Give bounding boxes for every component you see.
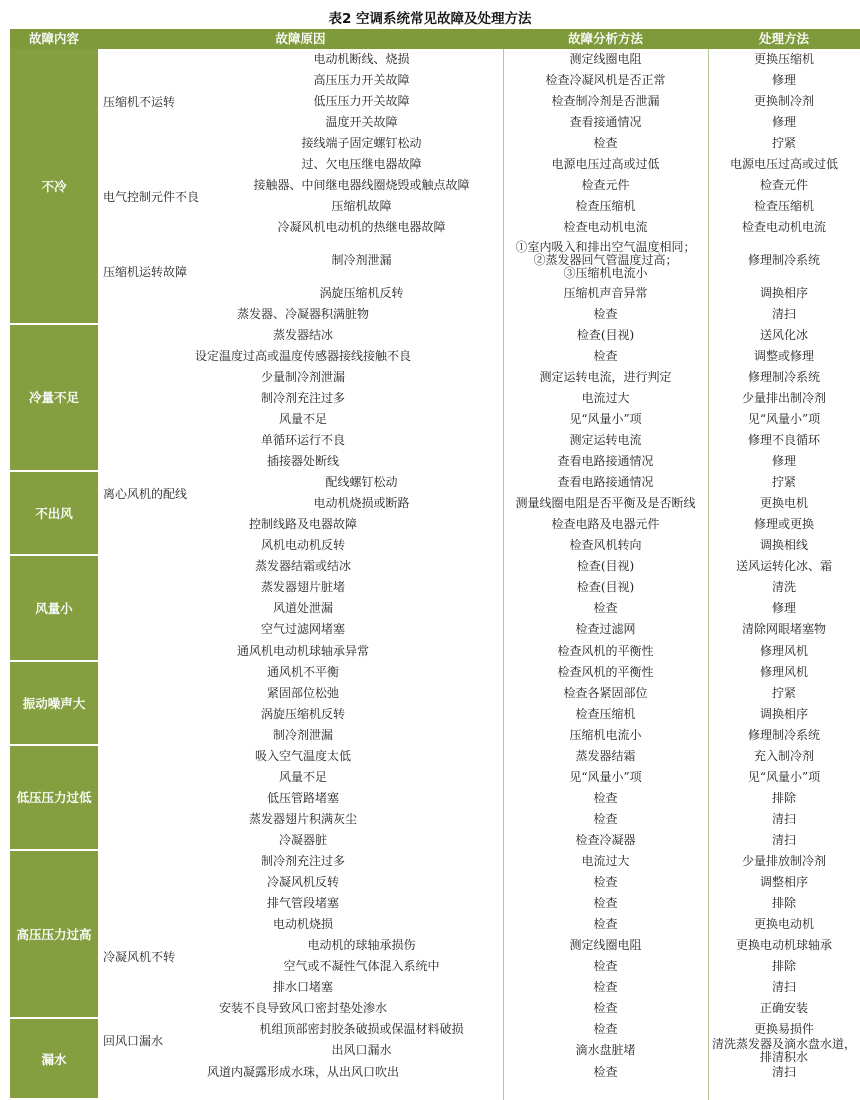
treatment-method-cell: 调整或修理	[753, 348, 814, 363]
analysis-method-cell: 测定运转电流，进行判定	[539, 369, 672, 384]
analysis-method-cell: 检查风机的平衡性	[557, 664, 654, 679]
analysis-method-cell: 检查元件	[581, 178, 630, 193]
fault-cause-cell: 冷凝器脏	[278, 832, 327, 847]
analysis-method-cell: 检查风机转向	[569, 538, 642, 553]
treatment-method-cell: 检查压缩机	[753, 199, 814, 214]
fault-cause-cell: 涡旋压缩机反转	[319, 285, 404, 300]
fault-cause-cell: 少量制冷剂泄漏	[260, 369, 345, 384]
fault-cause-cell: 涡旋压缩机反转	[260, 706, 345, 721]
analysis-method-cell: 检查	[593, 980, 618, 995]
fault-cause-cell: 电动机断线、烧损	[313, 52, 410, 67]
fault-cause-cell: 风量不足	[278, 769, 327, 784]
fault-cause-cell: 蒸发器结霜或结冰	[254, 559, 351, 574]
treatment-method-cell: 清扫	[771, 811, 796, 826]
fault-cause-cell: 高压压力开关故障	[313, 73, 410, 88]
treatment-method-cell: 更换制冷剂	[753, 94, 814, 109]
treatment-method-cell: 少量排出制冷剂	[741, 390, 826, 405]
analysis-method-cell: 检查	[593, 896, 618, 911]
fault-cause-cell: 吸入空气温度太低	[254, 748, 351, 763]
fault-cause-cell: 冷凝风机电动机的热继电器故障	[277, 220, 446, 235]
analysis-method-cell: 见“风量小”项	[569, 411, 642, 426]
treatment-method-cell: 清扫	[771, 832, 796, 847]
treatment-method-cell: 见“风量小”项	[747, 411, 821, 426]
analysis-method-cell: 测定线圈电阻	[569, 938, 642, 953]
analysis-method-cell: 检查	[593, 959, 618, 974]
analysis-method-cell: 查看电路接通情况	[557, 454, 654, 469]
analysis-method-cell: 检查制冷剂是否泄漏	[551, 94, 660, 109]
fault-cause-cell: 通风机不平衡	[266, 664, 339, 679]
fault-cause-cell: 制冷剂充注过多	[260, 390, 345, 405]
analysis-method-cell: 压缩机声音异常	[563, 285, 648, 300]
fault-cause-cell: 电动机烧损	[272, 917, 333, 932]
fault-cause-cell: 空气过滤网堵塞	[260, 622, 345, 637]
analysis-method-cell: 检查电动机电流	[563, 220, 648, 235]
analysis-method-cell: 检查	[593, 790, 618, 805]
analysis-method-cell: 检查风机的平衡性	[557, 643, 654, 658]
fault-cause-cell: 紧固部位松弛	[266, 685, 339, 700]
analysis-method-cell: 检查	[593, 811, 618, 826]
treatment-method-cell: 调整相序	[759, 875, 808, 890]
treatment-method-cell: 充入制冷剂	[753, 748, 814, 763]
analysis-method-cell: 检查	[593, 601, 618, 616]
treatment-method-cell: 调换相线	[759, 538, 808, 553]
fault-cause-cell: 单循环运行不良	[260, 433, 345, 448]
analysis-method-cell: 检查(目视)	[576, 580, 635, 595]
analysis-method-cell: 电流过大	[581, 854, 630, 869]
analysis-method-cell: 查看电路接通情况	[557, 475, 654, 490]
treatment-method-cell: 清除网眼堵塞物	[741, 622, 826, 637]
sub-group-label: 冷凝风机不转	[103, 949, 176, 964]
analysis-method-cell: 检查(目视)	[576, 327, 635, 342]
sub-group-label: 离心风机的配线	[103, 486, 188, 501]
table-title: 表2 空调系统常见故障及处理方法	[328, 11, 532, 27]
fault-cause-cell: 制冷剂充注过多	[260, 854, 345, 869]
sub-group-label: 压缩机不运转	[103, 95, 176, 110]
analysis-method-cell: 压缩机电流小	[569, 727, 642, 742]
analysis-method-cell: 检查各紧固部位	[563, 685, 648, 700]
category-cell: 漏水	[10, 1019, 98, 1098]
analysis-method-cell: 查看接通情况	[569, 115, 642, 130]
treatment-method-cell: 排除	[771, 959, 796, 974]
treatment-method-cell: 排除	[771, 896, 796, 911]
analysis-method-cell: 检查(目视)	[576, 559, 635, 574]
treatment-method-cell: 更换电机	[759, 496, 808, 511]
analysis-method-cell: 测定线圈电阻	[569, 52, 642, 67]
analysis-method-cell: 检查冷凝器	[575, 832, 636, 847]
fault-cause-cell: 控制线路及电器故障	[248, 517, 357, 532]
fault-cause-cell: 接线端子固定螺钉松动	[301, 136, 422, 151]
treatment-method-cell: 修理不良循环	[747, 433, 820, 448]
sub-group-label: 压缩机运转故障	[103, 264, 188, 279]
treatment-method-cell: 清扫	[771, 1064, 796, 1079]
analysis-method-cell: 检查过滤网	[575, 622, 636, 637]
sub-group-label: 回风口漏水	[103, 1033, 164, 1048]
sub-group-label: 电气控制元件不良	[103, 189, 200, 204]
analysis-method-cell: 测定运转电流	[569, 433, 642, 448]
analysis-method-cell: 检查	[593, 1064, 618, 1079]
fault-cause-cell: 制冷剂泄漏	[272, 727, 333, 742]
treatment-method-cell: 见“风量小”项	[747, 769, 821, 784]
category-cell: 冷量不足	[10, 325, 98, 470]
fault-cause-cell: 蒸发器翅片积满灰尘	[248, 811, 357, 826]
treatment-method-cell: 电源电压过高或过低	[729, 157, 838, 172]
treatment-method-cell: 清扫	[771, 980, 796, 995]
header-treatment-method: 处理方法	[758, 31, 809, 46]
treatment-method-cell: 送风化冰	[759, 327, 808, 342]
analysis-method-cell: 电源电压过高或过低	[551, 157, 660, 172]
treatment-method-cell: 调换相序	[759, 285, 808, 300]
category-cell: 低压压力过低	[10, 746, 98, 849]
analysis-method-cell: 测量线圈电阻是否平衡及是否断线	[515, 496, 696, 511]
treatment-method-cell: 送风运转化冰、霜	[735, 559, 832, 574]
treatment-method-cell: 排除	[771, 790, 796, 805]
treatment-method-cell: 修理	[771, 73, 796, 88]
analysis-method-cell: 蒸发器结霜	[575, 748, 636, 763]
treatment-method-cell: 更换电动机球轴承	[735, 938, 832, 953]
treatment-method-cell: 修理制冷系统	[747, 727, 820, 742]
fault-cause-cell: 蒸发器结冰	[272, 327, 333, 342]
fault-cause-cell: 配线螺钉松动	[325, 475, 398, 490]
fault-cause-cell: 电动机的球轴承损伤	[307, 938, 416, 953]
treatment-method-cell: 修理或更换	[753, 517, 814, 532]
header-fault-cause: 故障原因	[275, 31, 326, 46]
analysis-method-cell: 滴水盘脏堵	[575, 1043, 636, 1058]
treatment-method-cell: 修理风机	[759, 664, 808, 679]
treatment-method-cell: 拧紧	[771, 685, 796, 700]
fault-cause-cell: 插接器处断线	[266, 454, 339, 469]
analysis-method-cell: 检查	[593, 917, 618, 932]
fault-cause-cell: 通风机电动机球轴承异常	[236, 643, 369, 658]
fault-cause-cell: 蒸发器翅片脏堵	[260, 580, 345, 595]
treatment-method-cell: 更换电动机	[753, 917, 814, 932]
treatment-method-cell: 正确安装	[759, 1001, 808, 1016]
treatment-method-cell: 修理制冷系统	[747, 253, 820, 268]
table-header	[10, 29, 860, 49]
fault-cause-cell: 风量不足	[278, 411, 327, 426]
treatment-method-cell: 修理	[771, 115, 796, 130]
fault-cause-cell: 空气或不凝性气体混入系统中	[283, 959, 440, 974]
treatment-method-cell: 修理	[771, 454, 796, 469]
treatment-method-cell: 修理制冷系统	[747, 369, 820, 384]
treatment-method-cell: 检查元件	[759, 178, 808, 193]
header-fault-content: 故障内容	[28, 31, 79, 46]
fault-cause-cell: 风机电动机反转	[260, 538, 345, 553]
fault-cause-cell: 温度开关故障	[325, 115, 398, 130]
analysis-method-cell: 检查	[593, 136, 618, 151]
fault-cause-cell: 压缩机故障	[331, 199, 392, 214]
treatment-method-cell: 修理风机	[759, 643, 808, 658]
fault-cause-cell: 接触器、中间继电器线圈烧毁或触点故障	[253, 178, 470, 193]
treatment-method-cell: 拧紧	[771, 475, 796, 490]
treatment-method-cell: 清洗	[771, 580, 796, 595]
fault-cause-cell: 风道处泄漏	[272, 601, 333, 616]
category-cell: 不出风	[10, 472, 98, 554]
treatment-method-cell: 清扫	[771, 306, 796, 321]
analysis-method-cell: 检查压缩机	[575, 199, 636, 214]
analysis-method-cell: 检查	[593, 1022, 618, 1037]
analysis-method-cell: 检查	[593, 348, 618, 363]
fault-cause-cell: 制冷剂泄漏	[331, 253, 392, 268]
analysis-method-cell: 见“风量小”项	[569, 769, 642, 784]
category-cell: 振动噪声大	[10, 662, 98, 744]
analysis-method-cell: 检查压缩机	[575, 706, 636, 721]
treatment-method-cell: 检查电动机电流	[741, 220, 826, 235]
fault-cause-cell: 机组顶部密封胶条破损或保温材料破损	[259, 1022, 464, 1037]
category-cell: 高压压力过高	[10, 851, 98, 1017]
fault-cause-cell: 风道内凝露形成水珠，从出风口吹出	[206, 1064, 399, 1079]
fault-cause-cell: 出风口漏水	[331, 1043, 392, 1058]
analysis-method-cell: 电流过大	[581, 390, 630, 405]
fault-cause-cell: 冷凝风机反转	[266, 875, 339, 890]
analysis-method-cell: 检查	[593, 875, 618, 890]
treatment-method-cell: 少量排放制冷剂	[741, 854, 826, 869]
category-cell: 风量小	[10, 556, 98, 659]
treatment-method-cell: 修理	[771, 601, 796, 616]
fault-cause-cell: 低压管路堵塞	[266, 790, 339, 805]
treatment-method-cell: 清洗蒸发器及滴水盘水道， 排清积水	[711, 1036, 856, 1064]
fault-cause-cell: 电动机烧损或断路	[313, 496, 410, 511]
analysis-method-cell: 检查冷凝风机是否正常	[545, 73, 666, 88]
analysis-method-cell: ①室内吸入和排出空气温度相同； ②蒸发器回气管温度过高； ③压缩机电流小	[515, 240, 696, 281]
header-analysis-method: 故障分析方法	[567, 31, 643, 46]
treatment-method-cell: 拧紧	[771, 136, 796, 151]
fault-cause-cell: 过、欠电压继电器故障	[301, 157, 422, 172]
analysis-method-cell: 检查	[593, 306, 618, 321]
treatment-method-cell: 调换相序	[759, 706, 808, 721]
fault-cause-cell: 排气管段堵塞	[266, 896, 339, 911]
fault-cause-cell: 排水口堵塞	[272, 980, 333, 995]
fault-cause-cell: 设定温度过高或温度传感器接线接触不良	[194, 348, 411, 363]
analysis-method-cell: 检查电路及电器元件	[551, 517, 660, 532]
fault-cause-cell: 安装不良导致风口密封垫处渗水	[218, 1001, 387, 1016]
treatment-method-cell: 更换易损件	[753, 1022, 814, 1037]
category-cell: 不冷	[10, 49, 98, 323]
fault-cause-cell: 蒸发器、冷凝器积满脏物	[236, 306, 369, 321]
treatment-method-cell: 更换压缩机	[753, 52, 814, 67]
analysis-method-cell: 检查	[593, 1001, 618, 1016]
fault-cause-cell: 低压压力开关故障	[313, 94, 410, 109]
